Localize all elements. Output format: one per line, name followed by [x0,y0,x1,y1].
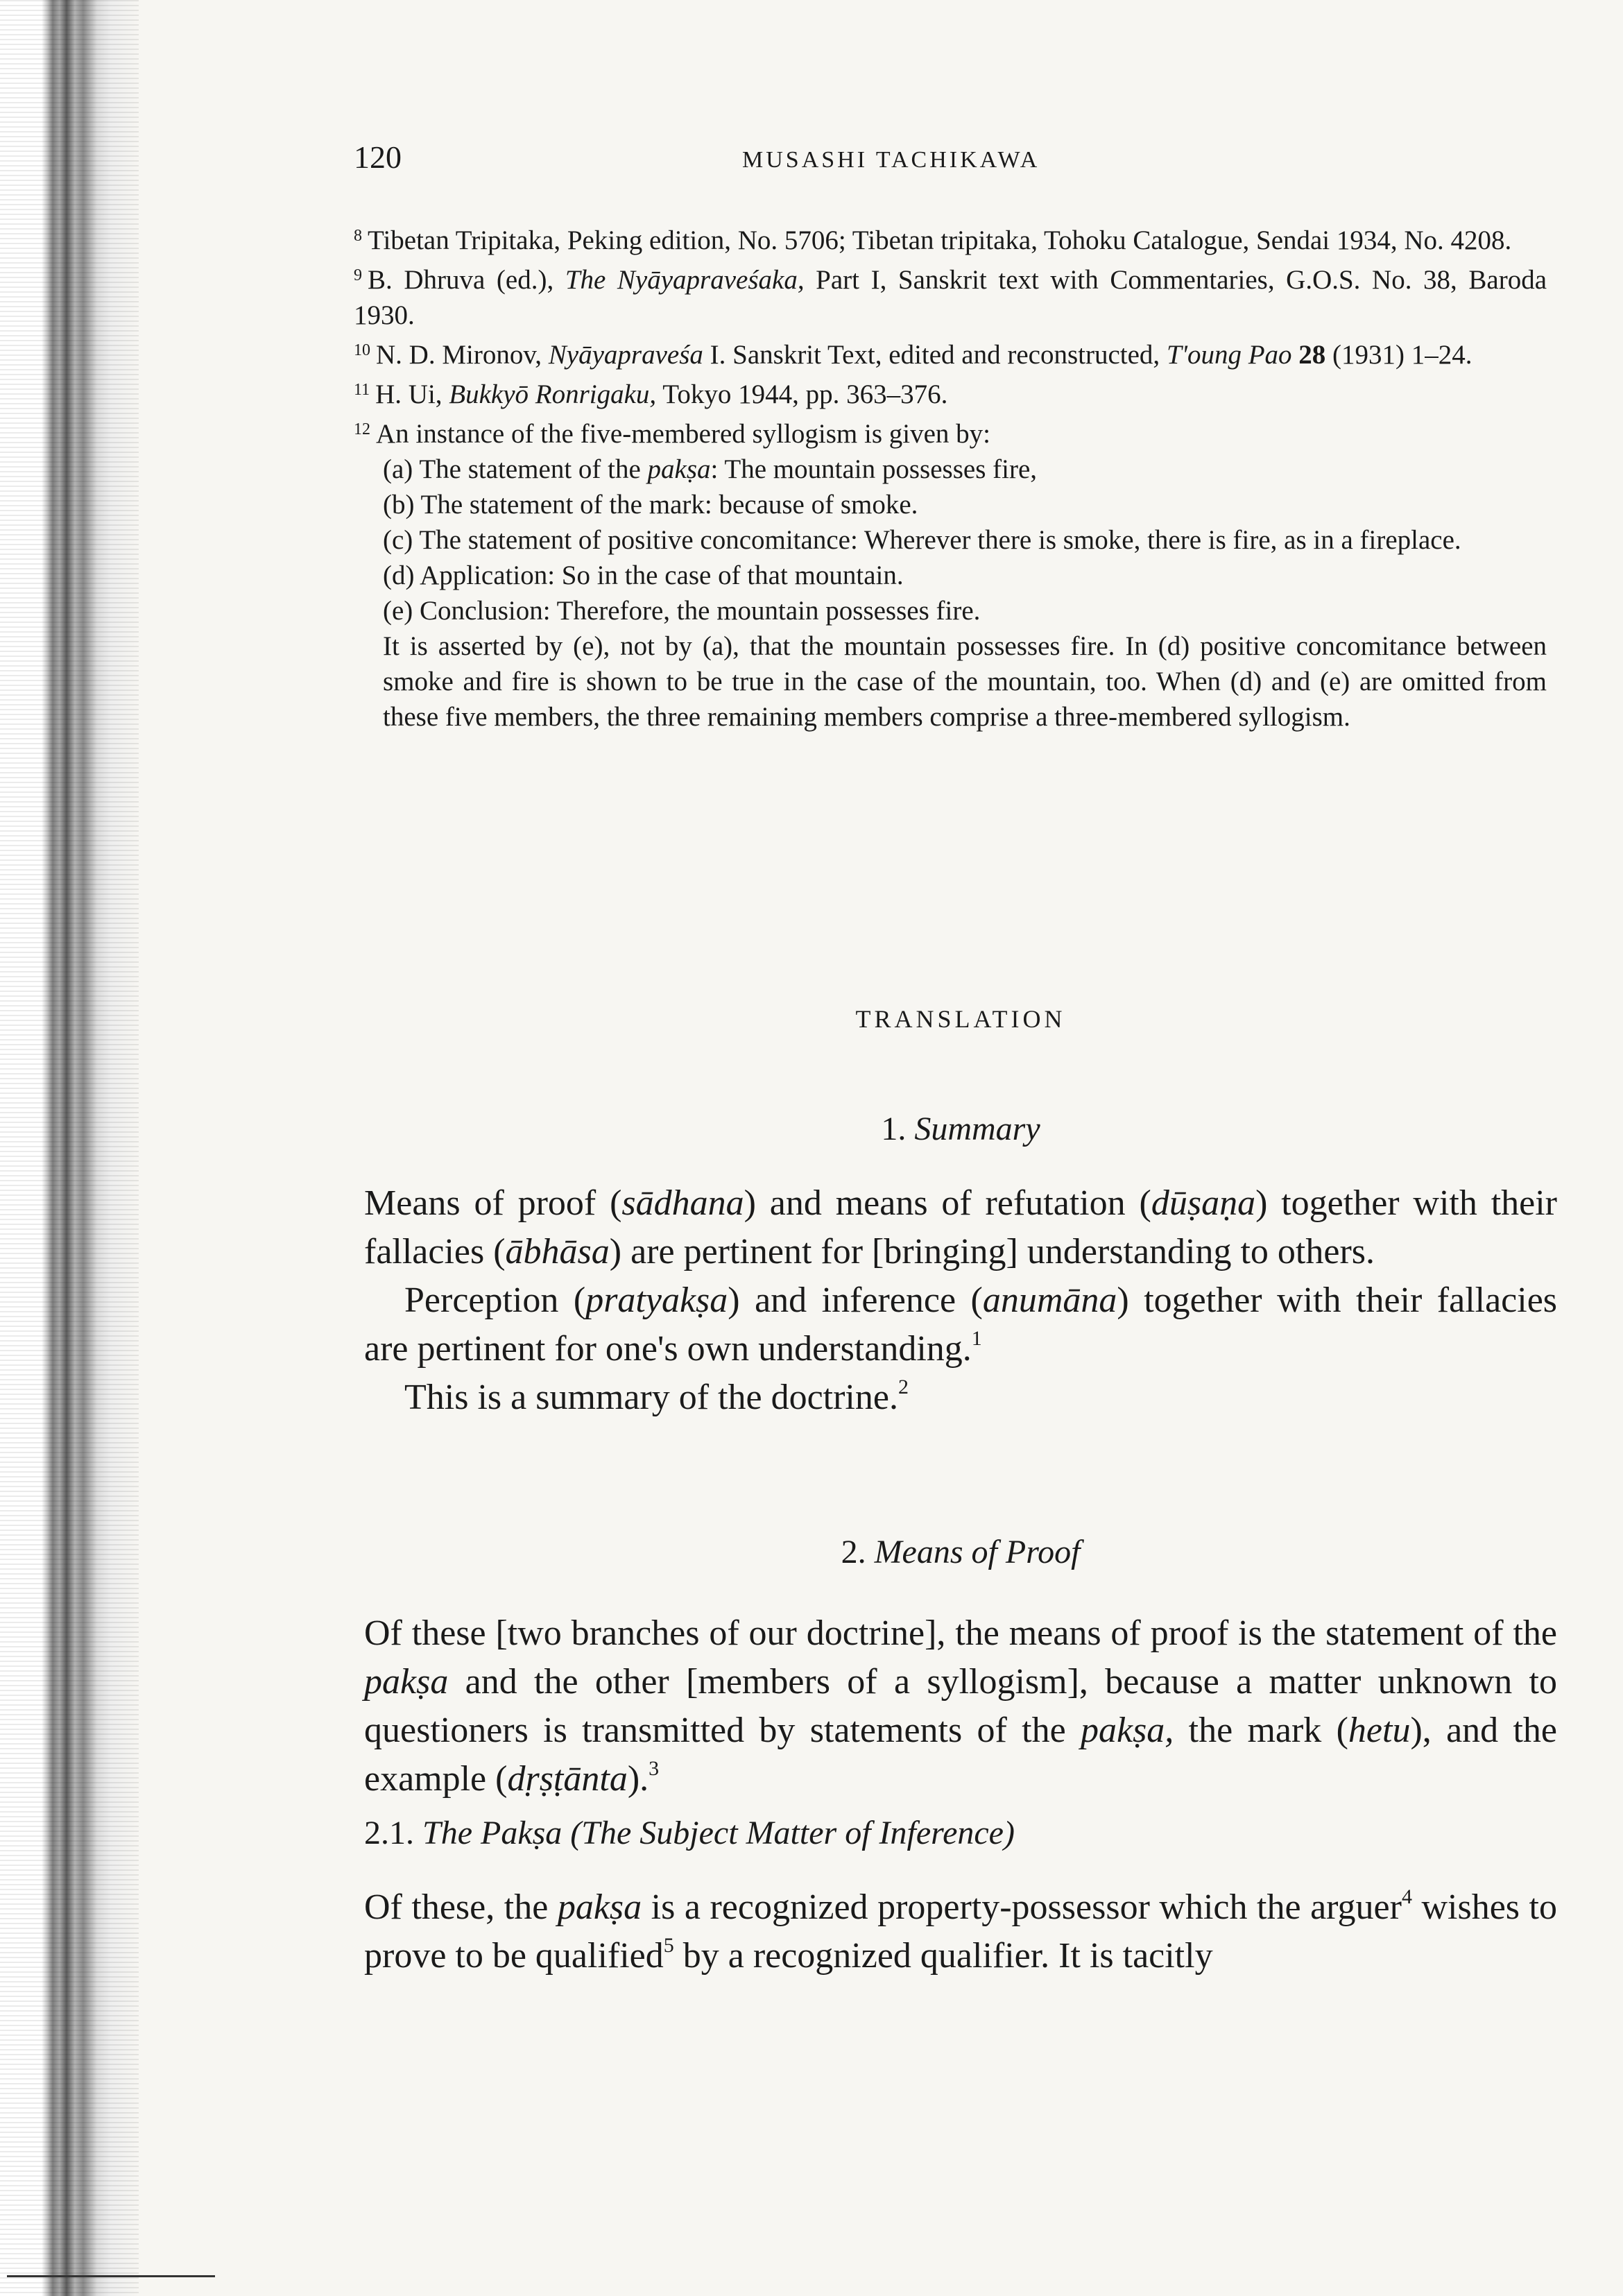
footnote-number: 9 [354,266,362,284]
syllogism-b: (b) The statement of the mark: because of smoke. [383,490,918,520]
footnote-title: Nyāyapraveśa [548,340,703,370]
syllogism-d: (d) Application: So in the case of that mountain. [383,560,904,590]
text-run: ). [627,1759,649,1799]
text-run: This is a summary of the doctrine. [404,1378,898,1417]
page-number: 120 [354,139,402,175]
footnote-12 [354,412,1547,452]
syllogism-text: : The mountain possesses fire, [710,454,1038,484]
footnote-number: 8 [354,227,362,245]
heading-title: The Pakṣa (The Subject Matter of Inference) [422,1815,1015,1851]
syllogism-a [354,452,1547,487]
text-run: Means of proof ( [364,1183,622,1223]
footnote-volume: 28 [1298,340,1326,370]
sanskrit-term: hetu [1348,1711,1411,1750]
text-run: and the other [members of a syllogism], because a matter unknown to questioners is transmitted by statements of the [364,1662,1557,1750]
text-run: Of these [two branches of our doctrine], the means of proof is the statement of the [364,1613,1557,1653]
text-run: ) together with their fallacies are pertinent for one's own understanding. [364,1280,1558,1369]
footnote-number: 11 [354,381,370,399]
translation-heading: TRANSLATION [855,1005,1066,1033]
syllogism-text: (a) The statement of the [383,454,648,484]
syllogism-closing: It is asserted by (e), not by (a), that the mountain possesses fire. In (d) positive concomitance between smoke and fire is shown to be true in the case of the mountain, too. When (d) and (e) are omitted from these five members, the three remaining members comprise a three-membered syllogism. [383,631,1547,732]
sanskrit-term: pratyakṣa [585,1280,728,1320]
sanskrit-term: dṛṣṭānta [507,1759,628,1799]
footnote-ref: 4 [1401,1885,1412,1908]
paksa-body [364,1883,1557,1980]
sanskrit-term: pakṣa [364,1662,449,1702]
footnote-text: N. D. Mironov, [376,340,549,370]
text-run: Of these, the [364,1887,558,1927]
footnote-journal: T'oung Pao [1166,340,1292,370]
footnote-text: Part I, Sanskrit text with Commentaries, G.O.S. No. 38, Baroda 1930. [354,265,1547,330]
heading-number: 1. [881,1111,907,1147]
sanskrit-term: anumāna [982,1280,1117,1320]
sanskrit-term: pakṣa [557,1887,642,1927]
footnote-10 [354,333,1547,372]
text-run: ) are pertinent for [bringing] understanding to others. [609,1232,1375,1271]
text-run: ) and means of refutation ( [744,1183,1151,1223]
footnote-text: Tibetan Tripitaka, Peking edition, No. 5706; Tibetan tripitaka, Tohoku Catalogue, Sendai 1934, No. 4208. [368,225,1512,255]
running-head: MUSASHI TACHIKAWA [742,147,1040,173]
footnote-text: H. Ui, [375,379,449,409]
syllogism-e: (e) Conclusion: Therefore, the mountain possesses fire. [383,596,981,626]
footnote-ref: 3 [649,1757,660,1780]
footnote-text: Tokyo 1944, pp. 363–376. [656,379,948,409]
footnote-text: (1931) 1–24. [1325,340,1472,370]
text-run: ) together with their fallacies ( [364,1183,1557,1271]
sanskrit-term: dūṣaṇa [1151,1183,1256,1223]
footnote-11 [354,372,1547,412]
means-of-proof-heading [354,1533,1568,1571]
heading-title: Means of Proof [874,1534,1081,1570]
paksa-paragraph-1 [364,1883,1557,1980]
text-run: ) and inference ( [728,1280,983,1320]
syllogism-c: (c) The statement of positive concomitance: Wherever there is smoke, there is fire, as in a fireplace. [383,525,1461,555]
sanskrit-term: sādhana [621,1183,744,1223]
footnote-ref: 2 [898,1376,909,1398]
paksa-subheading [364,1814,1015,1852]
footnote-text: I. Sanskrit Text, edited and reconstructed, [703,340,1167,370]
footnote-ref: 5 [663,1934,674,1957]
footnote-title: The Nyāyapraveśaka, [565,265,805,295]
text-run: by a recognized qualifier. It is tacitly [673,1936,1213,1976]
footnotes [354,219,1547,735]
footnote-text: An instance of the five-membered syllogism is given by: [376,419,990,449]
footnote-number: 12 [354,420,370,438]
summary-paragraph-2 [364,1276,1557,1373]
summary-paragraph-1 [364,1179,1557,1276]
text-run: ), and the example ( [364,1711,1557,1799]
footnote-9 [354,258,1547,333]
summary-heading [354,1110,1568,1148]
text-run: is a recognized property-possessor which the arguer [642,1887,1402,1927]
scan-binding-edge [0,0,139,2296]
footnote-title: Bukkyō Ronrigaku, [449,379,657,409]
syllogism-term: pakṣa [647,454,711,484]
page [354,0,1568,2296]
sanskrit-term: ābhāsa [505,1232,610,1271]
means-paragraph-1 [364,1609,1557,1804]
text-run: Perception ( [404,1280,586,1320]
footnote-ref: 1 [971,1327,982,1350]
footnote-number: 10 [354,341,370,359]
means-of-proof-body [364,1609,1557,1804]
footnote-8 [354,219,1547,258]
summary-body [364,1179,1557,1422]
heading-title: Summary [914,1111,1040,1147]
text-run: the mark ( [1174,1711,1348,1750]
text-run: wishes to prove to be qualified [364,1887,1557,1976]
footnote-text: B. Dhruva (ed.), [368,265,565,295]
heading-number: 2.1. [364,1815,414,1851]
sanskrit-term: pakṣa, [1080,1711,1174,1750]
scan-bottom-mark [7,2275,215,2277]
heading-number: 2. [841,1534,866,1570]
summary-paragraph-3 [364,1373,1557,1422]
